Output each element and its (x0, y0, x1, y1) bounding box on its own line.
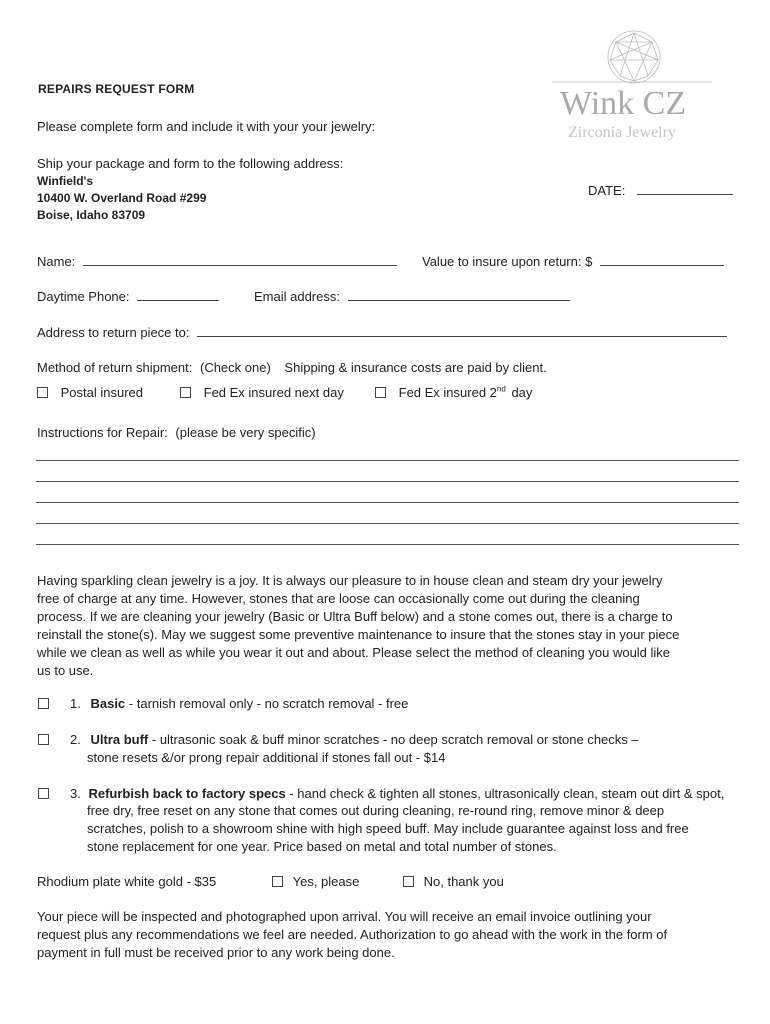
option-refurbish-checkbox[interactable] (38, 788, 49, 799)
value-input-line[interactable] (600, 253, 724, 266)
date-input-line[interactable] (637, 182, 733, 195)
return-address-field[interactable] (37, 324, 727, 342)
date-label: DATE: (588, 183, 626, 198)
option-refurbish-desc-4: stone replacement for one year. Price based on metal and total number of stones. (87, 839, 557, 854)
closing-line: request plus any recommendations we feel are needed. Authorization to go ahead with the work in the form of (37, 927, 668, 942)
option-refurbish-name: Refurbish back to factory specs (88, 786, 286, 801)
shipment-option-fedex-next[interactable] (180, 384, 344, 402)
cleaning-line: process. If we are cleaning your jewelry (Basic or Ultra Buff below) and a stone comes out, there is a charge to (37, 609, 673, 624)
phone-field[interactable] (37, 288, 219, 306)
phone-label: Daytime Phone: (37, 289, 130, 304)
fedex-next-label: Fed Ex insured next day (203, 385, 344, 400)
form-title: REPAIRS REQUEST FORM (38, 82, 195, 96)
value-label: Value to insure upon return: $ (422, 254, 593, 269)
address-block (37, 173, 206, 224)
return-address-label: Address to return piece to: (37, 325, 190, 340)
rhodium-yes[interactable] (272, 873, 359, 891)
rhodium-label: Rhodium plate white gold - $35 (37, 874, 217, 889)
rhodium-yes-label: Yes, please (292, 874, 360, 889)
option-basic-checkbox[interactable] (38, 698, 49, 709)
email-input-line[interactable] (348, 288, 570, 301)
fedex-2nd-label: Fed Ex insured 2 (398, 385, 497, 400)
rhodium-yes-checkbox[interactable] (272, 876, 283, 887)
fedex-2nd-suffix: nd (496, 384, 506, 394)
cleaning-paragraph (37, 572, 742, 680)
option-ultra-desc: - ultrasonic soak & buff minor scratches - no deep scratch removal or stone checks – (151, 732, 639, 747)
logo (552, 30, 712, 150)
cleaning-line: us to use. (37, 663, 94, 678)
ship-line: Ship your package and form to the following address: (37, 156, 344, 171)
postal-checkbox[interactable] (37, 387, 48, 398)
option-ultra (70, 731, 639, 749)
option-ultra-name: Ultra buff (90, 732, 149, 747)
shipment-check-one: (Check one) (199, 360, 271, 375)
option-basic-name: Basic (90, 696, 126, 711)
fedex-2nd-day: day (511, 385, 533, 400)
diamond-logo-icon (552, 30, 712, 85)
cleaning-line: free of charge at any time. However, stones that are loose can occasionally come out during the cleaning (37, 591, 640, 606)
value-field[interactable] (422, 253, 724, 271)
option-basic (70, 695, 408, 713)
option-refurbish-desc-3: scratches, polish to a showroom shine with high speed buff. May include guarantee against loss and free (87, 821, 689, 836)
closing-paragraph (37, 908, 742, 962)
instructions-line-1[interactable] (36, 460, 739, 461)
return-address-input-line[interactable] (197, 324, 727, 337)
closing-line: Your piece will be inspected and photographed upon arrival. You will receive an email invoice outlining your (37, 909, 652, 924)
address-street: 10400 W. Overland Road #299 (37, 191, 207, 205)
rhodium-no[interactable] (403, 873, 504, 891)
cleaning-line: Having sparkling clean jewelry is a joy. It is always our pleasure to in house clean and steam dry your jewelry (37, 573, 663, 588)
phone-input-line[interactable] (137, 288, 219, 301)
shipment-label: Method of return shipment: (37, 360, 193, 375)
instructions-line-3[interactable] (36, 502, 739, 503)
option-refurbish-desc-2: free dry, free reset on any stone that comes out during cleaning, re-round ring, remove minor & deep (87, 803, 665, 818)
logo-tagline: Zirconia Jewelry (568, 124, 676, 141)
instructions-label: Instructions for Repair: (37, 425, 168, 440)
name-input-line[interactable] (83, 253, 397, 266)
option-basic-desc: - tarnish removal only - no scratch removal - free (128, 696, 409, 711)
shipment-note: Shipping & insurance costs are paid by client. (284, 360, 547, 375)
instructions-heading (37, 424, 316, 442)
name-field[interactable] (37, 253, 397, 271)
instructions-line-5[interactable] (36, 544, 739, 545)
option-ultra-desc-2: stone resets &/or prong repair additional if stones fall out - $14 (87, 750, 446, 765)
fedex-next-checkbox[interactable] (180, 387, 191, 398)
option-ultra-num: 2. (70, 732, 81, 747)
postal-label: Postal insured (60, 385, 144, 400)
option-refurbish-desc: - hand check & tighten all stones, ultrasonically clean, steam out dirt & spot, (289, 786, 725, 801)
shipment-line (37, 359, 547, 377)
shipment-option-fedex-2nd[interactable] (375, 384, 532, 402)
instructions-line-4[interactable] (36, 523, 739, 524)
cleaning-line: reinstall the stone(s). May we suggest some preventive maintenance to insure that the stones stay in your piece (37, 627, 680, 642)
shipment-option-postal[interactable] (37, 384, 143, 402)
option-refurbish (70, 785, 724, 803)
option-ultra-checkbox[interactable] (38, 734, 49, 745)
closing-line: payment in full must be received prior to any work being done. (37, 945, 395, 960)
cleaning-line: while we clean as well as while you wear it out and about. Please select the method of cleaning you would like (37, 645, 671, 660)
instructions-line-2[interactable] (36, 481, 739, 482)
instructions-hint: (please be very specific) (175, 425, 316, 440)
option-basic-num: 1. (70, 696, 81, 711)
email-field[interactable] (254, 288, 570, 306)
address-name: Winfield's (37, 174, 94, 188)
email-label: Email address: (254, 289, 340, 304)
rhodium-no-checkbox[interactable] (403, 876, 414, 887)
address-city: Boise, Idaho 83709 (37, 208, 146, 222)
name-label: Name: (37, 254, 76, 269)
intro-text: Please complete form and include it with your your jewelry: (37, 119, 376, 134)
date-field[interactable] (588, 182, 733, 200)
logo-brand: Wink CZ (560, 85, 687, 122)
rhodium-no-label: No, thank you (423, 874, 504, 889)
option-refurbish-num: 3. (70, 786, 81, 801)
fedex-2nd-checkbox[interactable] (375, 387, 386, 398)
